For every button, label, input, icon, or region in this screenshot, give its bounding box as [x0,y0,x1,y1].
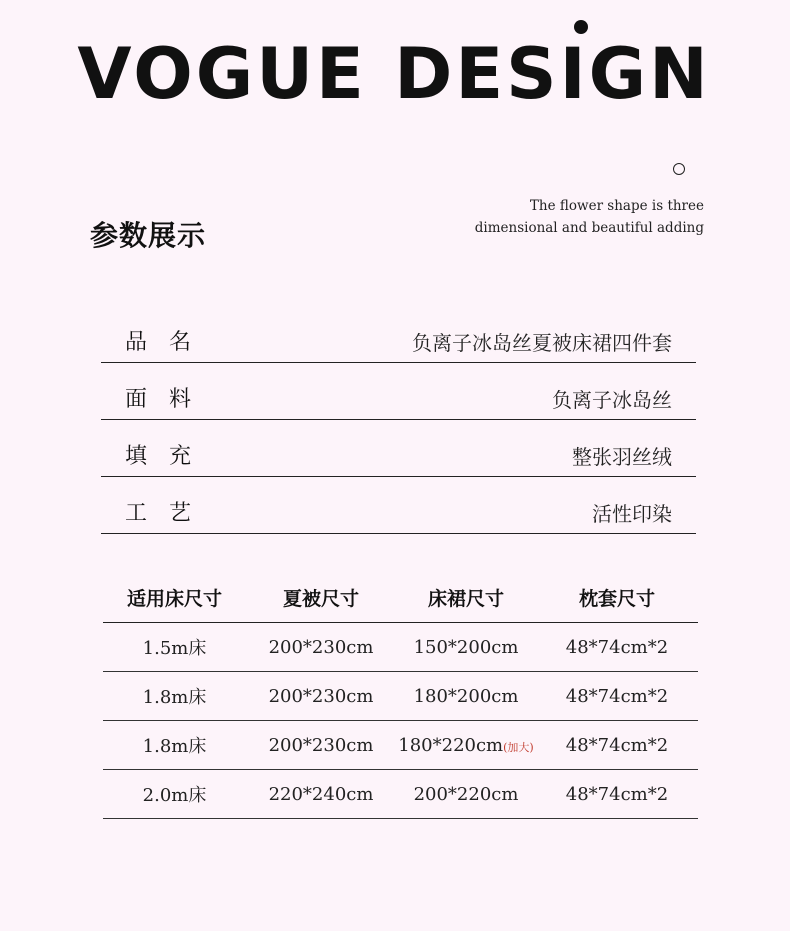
spec-label: 面料 [125,387,214,412]
spec-value: 整张羽丝绒 [572,445,672,469]
size-table-header [103,572,698,623]
cell-skirt-value: 200*220cm [413,783,519,805]
cell-pillow: 48*74cm*2 [565,734,669,756]
cell-skirt-value: 150*200cm [413,636,519,658]
spec-value: 活性印染 [592,502,672,526]
cell-pillow: 48*74cm*2 [565,636,669,658]
cell-pillow: 48*74cm*2 [565,783,669,805]
cell-bed: 1.8m床 [142,736,207,757]
cell-quilt: 200*230cm [268,685,374,707]
cell-quilt: 220*240cm [268,783,374,805]
spec-value: 负离子冰岛丝夏被床裙四件套 [412,331,672,355]
header-pillow-size: 枕套尺寸 [578,587,655,610]
spec-label: 工艺 [125,501,214,526]
table-row [103,672,698,721]
spec-row-name [101,306,696,363]
spec-label: 品名 [125,330,214,355]
brand-logo [62,18,726,115]
tagline-line-2: dimensional and beautiful adding [474,220,704,236]
header-skirt-size: 床裙尺寸 [427,587,504,610]
cell-quilt: 200*230cm [268,734,374,756]
header-quilt-size: 夏被尺寸 [282,587,359,610]
spec-list [101,306,696,534]
cell-skirt-value: 180*200cm [413,685,519,707]
table-row [103,623,698,672]
cell-skirt [396,784,536,805]
size-table [103,572,698,819]
cell-bed: 1.5m床 [142,638,207,659]
spec-row-filling [101,420,696,477]
spec-value: 负离子冰岛丝 [552,388,672,412]
tagline [475,195,704,239]
spec-row-craft [101,477,696,534]
cell-skirt-note: (加大) [503,740,534,754]
header-bed-size: 适用床尺寸 [126,587,222,610]
cell-skirt [396,637,536,658]
table-row [103,770,698,819]
cell-pillow: 48*74cm*2 [565,685,669,707]
spec-row-fabric [101,363,696,420]
cell-bed: 2.0m床 [142,785,207,806]
cell-quilt: 200*230cm [268,636,374,658]
ring-icon [673,163,685,175]
cell-bed: 1.8m床 [142,687,207,708]
cell-skirt [396,686,536,707]
spec-label: 填充 [125,444,214,469]
cell-skirt [396,735,536,756]
section-title: 参数展示 [90,219,207,252]
brand-title: VOGUE DESIGN [77,33,711,115]
cell-skirt-value: 180*220cm [398,734,504,756]
table-row [103,721,698,770]
tagline-line-1: The flower shape is three [529,198,704,214]
